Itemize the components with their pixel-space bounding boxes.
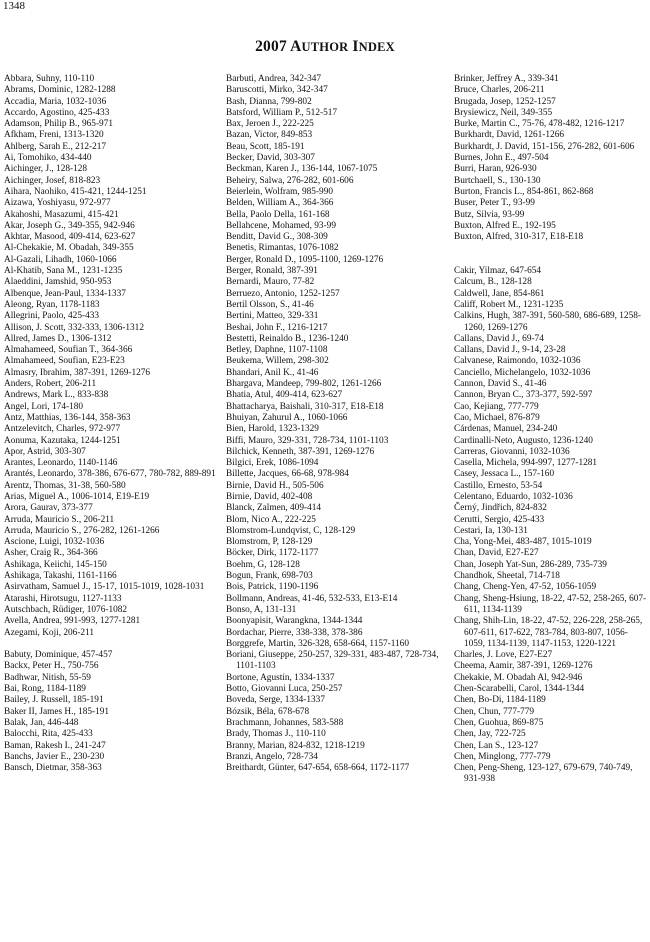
index-entry: Brachmann, Johannes, 583-588 (226, 717, 344, 728)
index-entry: Afkham, Freni, 1313-1320 (4, 130, 104, 141)
title-smallcaps-2: NDEX (358, 40, 395, 54)
index-entry: Accardo, Agostino, 425-433 (4, 107, 110, 118)
index-entry: Antzelevitch, Charles, 972-977 (4, 424, 121, 435)
index-entry: Ashikaga, Takashi, 1161-1166 (4, 571, 117, 582)
index-entry: Asirvatham, Samuel J., 15-17, 1015-1019, 1028-1031 (4, 582, 205, 593)
index-entry: Backx, Peter H., 750-756 (4, 661, 99, 672)
index-entry: Bilgici, Erek, 1086-1094 (226, 458, 319, 469)
index-entry: Anders, Robert, 206-211 (4, 379, 97, 390)
index-entry: Buxton, Alfred, 310-317, E18-E18 (454, 232, 584, 243)
index-entry: Chen, Jay, 722-725 (454, 729, 526, 740)
index-entry: Al-Chekakie, M. Obadah, 349-355 (4, 243, 134, 254)
letter-group-spacer (4, 639, 222, 650)
index-entry: Branzi, Angelo, 728-734 (226, 751, 318, 762)
index-entry: Bertini, Matteo, 329-331 (226, 311, 319, 322)
index-entry: Ai, Tomohiko, 434-440 (4, 153, 92, 164)
index-entry: Blom, Nico A., 222-225 (226, 514, 316, 525)
index-entry: Berger, Ronald, 387-391 (226, 266, 318, 277)
index-entry: Brugada, Josep, 1252-1257 (454, 96, 556, 107)
index-entry: Asher, Craig R., 364-366 (4, 548, 98, 559)
index-entry: Andrews, Mark L., 833-838 (4, 390, 109, 401)
index-entry: Burtchaell, S., 130-130 (454, 175, 541, 186)
index-entry: Calvanese, Raimondo, 1032-1036 (454, 356, 581, 367)
index-entry: Castillo, Ernesto, 53-54 (454, 480, 543, 491)
index-entry: Baman, Rakesh I., 241-247 (4, 740, 106, 751)
index-entry: Adamson, Philip B., 965-971 (4, 119, 113, 130)
index-entry: Cao, Kejiang, 777-779 (454, 401, 539, 412)
index-entry: Boonyapisit, Warangkna, 1344-1344 (226, 616, 363, 627)
index-entry: Batsford, William P., 512-517 (226, 107, 338, 118)
index-entry: Avella, Andrea, 991-993, 1277-1281 (4, 616, 141, 627)
index-entry: Ashikaga, Keiichi, 145-150 (4, 559, 107, 570)
index-entry: Ascione, Luigi, 1032-1036 (4, 537, 105, 548)
index-entry: Balocchi, Rita, 425-433 (4, 729, 93, 740)
index-entry: Brysiewicz, Neil, 349-355 (454, 107, 553, 118)
index-entry: Apor, Astrid, 303-307 (4, 446, 86, 457)
index-entry: Buxton, Alfred E., 192-195 (454, 220, 556, 231)
index-entry: Burke, Martin C., 75-76, 478-482, 1216-1217 (454, 119, 625, 130)
index-entry: Callans, David J., 9-14, 23-28 (454, 345, 566, 356)
index-entry: Bózsik, Béla, 678-678 (226, 706, 310, 717)
index-entry: Balak, Jan, 446-448 (4, 717, 79, 728)
index-entry: Cestari, Ia, 130-131 (454, 525, 528, 536)
index-column-1 (4, 74, 222, 774)
index-entry: Bhandari, Anil K., 41-46 (226, 367, 319, 378)
index-entry: Bogun, Frank, 698-703 (226, 571, 313, 582)
page-title (0, 38, 650, 56)
index-entry: Cannon, Bryan C., 373-377, 592-597 (454, 390, 593, 401)
index-entry: Beheiry, Salwa, 276-282, 601-606 (226, 175, 354, 186)
index-entry: Cao, Michael, 876-879 (454, 412, 540, 423)
index-entry: Berger, Ronald D., 1095-1100, 1269-1276 (226, 254, 384, 265)
index-entry: Bai, Rong, 1184-1189 (4, 684, 86, 695)
index-entry: Ahlberg, Sarah E., 212-217 (4, 141, 107, 152)
index-entry: Baruscotti, Mirko, 342-347 (226, 85, 328, 96)
index-entry: Aichinger, J., 128-128 (4, 164, 88, 175)
index-entry: Bella, Paolo Della, 161-168 (226, 209, 330, 220)
index-entry: Al-Khatib, Sana M., 1231-1235 (4, 266, 123, 277)
index-entry: Beau, Scott, 185-191 (226, 141, 305, 152)
index-entry: Bilchick, Kenneth, 387-391, 1269-1276 (226, 446, 375, 457)
index-entry: Bernardi, Mauro, 77-82 (226, 277, 315, 288)
index-entry: Becker, David, 303-307 (226, 153, 315, 164)
index-entry: Billette, Jacques, 66-68, 978-984 (226, 469, 349, 480)
index-entry: Beukema, Willem, 298-302 (226, 356, 329, 367)
index-entry: Birnie, David H., 505-506 (226, 480, 324, 491)
index-entry: Arias, Miguel A., 1006-1014, E19-E19 (4, 491, 150, 502)
index-entry: Butz, Silvia, 93-99 (454, 209, 525, 220)
index-entry: Celentano, Eduardo, 1032-1036 (454, 491, 573, 502)
index-entry: Chen, Bo-Di, 1184-1189 (454, 695, 546, 706)
index-entry: Caldwell, Jane, 854-861 (454, 288, 545, 299)
index-entry: Beierlein, Wolfram, 985-990 (226, 186, 334, 197)
index-entry: Banchs, Javier E., 230-230 (4, 751, 105, 762)
index-entry: Aleong, Ryan, 1178-1183 (4, 299, 100, 310)
index-entry: Almasry, Ibrahim, 387-391, 1269-1276 (4, 367, 151, 378)
index-entry: Bonso, A, 131-131 (226, 604, 297, 615)
index-entry: Carreras, Giovanni, 1032-1036 (454, 446, 570, 457)
index-entry: Branny, Marian, 824-832, 1218-1219 (226, 740, 365, 751)
index-entry: Blomstrom-Lundqvist, C, 128-129 (226, 525, 356, 536)
index-entry: Angel, Lori, 174-180 (4, 401, 84, 412)
index-entry: Arruda, Mauricio S., 276-282, 1261-1266 (4, 525, 160, 536)
index-entry: Autschbach, Rüdiger, 1076-1082 (4, 604, 128, 615)
index-entry: Beckman, Karen J., 136-144, 1067-1075 (226, 164, 378, 175)
index-entry: Aonuma, Kazutaka, 1244-1251 (4, 435, 121, 446)
index-entry: Burton, Francis L., 854-861, 862-868 (454, 186, 594, 197)
index-entry: Buser, Peter T., 93-99 (454, 198, 535, 209)
index-entry: Chan, David, E27-E27 (454, 548, 539, 559)
index-entry: Califf, Robert M., 1231-1235 (454, 299, 564, 310)
index-entry: Chen, Minglong, 777-779 (454, 751, 551, 762)
index-entry: Borggrefe, Martin, 326-328, 658-664, 1157-1160 (226, 638, 409, 649)
index-entry: Brinker, Jeffrey A., 339-341 (454, 74, 559, 84)
title-smallcaps: UTHOR (301, 40, 349, 54)
index-entry: Bailey, J. Russell, 185-191 (4, 695, 104, 706)
index-entry: Al-Gazali, Lihadh, 1060-1066 (4, 254, 117, 265)
index-entry: Aizawa, Yoshiyasu, 972-977 (4, 198, 111, 209)
index-entry: Bax, Jeroen J., 222-225 (226, 119, 314, 130)
index-entry: Berruezo, Antonio, 1252-1257 (226, 288, 340, 299)
index-entry: Babuty, Dominique, 457-457 (4, 650, 113, 661)
index-entry: Casella, Michela, 994-997, 1277-1281 (454, 458, 598, 469)
index-entry: Canciello, Michelangelo, 1032-1036 (454, 367, 591, 378)
index-entry: Boriani, Giuseppe, 250-257, 329-331, 483-487, 728-734, 1101-1103 (226, 650, 439, 672)
index-entry: Chen, Guohua, 869-875 (454, 717, 544, 728)
index-entry: Bestetti, Reinaldo B., 1236-1240 (226, 333, 349, 344)
index-entry: Bertil Olsson, S., 41-46 (226, 299, 314, 310)
index-entry: Chen, Chun, 777-779 (454, 706, 535, 717)
index-entry: Chang, Cheng-Yen, 47-52, 1056-1059 (454, 582, 597, 593)
index-entry: Burkhardt, J. David, 151-156, 276-282, 601-606 (454, 141, 635, 152)
index-entry: Benditt, David G., 308-309 (226, 232, 328, 243)
index-entry: Bortone, Agustín, 1334-1337 (226, 672, 335, 683)
index-entry: Chen, Lan S., 123-127 (454, 740, 539, 751)
index-column-3 (454, 74, 648, 786)
index-entry: Atarashi, Hirotsugu, 1127-1133 (4, 593, 122, 604)
index-column-2 (226, 74, 444, 774)
index-entry: Akahoshi, Masazumi, 415-421 (4, 209, 119, 220)
index-entry: Bansch, Dietmar, 358-363 (4, 763, 102, 774)
index-entry: Akhtar, Masood, 409-414, 623-627 (4, 232, 136, 243)
index-entry: Albenque, Jean-Paul, 1334-1337 (4, 288, 126, 299)
index-entry: Burnes, John E., 497-504 (454, 153, 549, 164)
index-entry: Antz, Matthias, 136-144, 358-363 (4, 412, 131, 423)
index-entry: Chandhok, Sheetal, 714-718 (454, 571, 560, 582)
index-entry: Calcum, B., 128-128 (454, 277, 532, 288)
index-entry: Beshai, John F., 1216-1217 (226, 322, 328, 333)
index-entry: Badhwar, Nitish, 55-59 (4, 672, 91, 683)
index-entry: Bellahcene, Mohamed, 93-99 (226, 220, 336, 231)
index-entry: Bruce, Charles, 206-211 (454, 85, 545, 96)
index-entry: Bollmann, Andreas, 41-46, 532-533, E13-E14 (226, 593, 398, 604)
index-entry: Breithardt, Günter, 647-654, 658-664, 1172-1177 (226, 763, 410, 774)
title-prefix: 2007 A (255, 38, 302, 55)
index-entry: Bash, Dianna, 799-802 (226, 96, 312, 107)
index-entry: Barbuti, Andrea, 342-347 (226, 74, 322, 84)
index-entry: Abbara, Suhny, 110-110 (4, 74, 95, 84)
index-entry: Cannon, David S., 41-46 (454, 379, 547, 390)
index-entry: Cárdenas, Manuel, 234-240 (454, 424, 558, 435)
index-entry: Chekakie, M. Obadah Al, 942-946 (454, 672, 583, 683)
index-entry: Almahameed, Soufian, E23-E23 (4, 356, 125, 367)
index-entry: Cardinalli-Neto, Augusto, 1236-1240 (454, 435, 593, 446)
index-entry: Chang, Sheng-Hsiung, 18-22, 47-52, 258-265, 607-611, 1134-1139 (454, 593, 647, 615)
index-entry: Arruda, Mauricio S., 206-211 (4, 514, 115, 525)
index-entry: Baker II, James H., 185-191 (4, 706, 110, 717)
index-entry: Allegrini, Paolo, 425-433 (4, 311, 100, 322)
index-entry: Biffi, Mauro, 329-331, 728-734, 1101-1103 (226, 435, 389, 446)
index-entry: Böcker, Dirk, 1172-1177 (226, 548, 319, 559)
index-entry: Alaeddini, Jamshid, 950-953 (4, 277, 112, 288)
index-entry: Bhargava, Mandeep, 799-802, 1261-1266 (226, 379, 382, 390)
index-entry: Calkins, Hugh, 387-391, 560-580, 686-689, 1258-1260, 1269-1276 (454, 311, 641, 333)
index-entry: Benetis, Rimantas, 1076-1082 (226, 243, 339, 254)
index-entry: Allred, James D., 1306-1312 (4, 333, 112, 344)
index-entry: Boveda, Serge, 1334-1337 (226, 695, 325, 706)
page-number: 1348 (3, 0, 25, 12)
index-entry: Birnie, David, 402-408 (226, 491, 313, 502)
index-entry: Betley, Daphne, 1107-1108 (226, 345, 328, 356)
index-entry: Chen-Scarabelli, Carol, 1344-1344 (454, 684, 585, 695)
index-entry: Bien, Harold, 1323-1329 (226, 424, 319, 435)
index-entry: Blomstrom, P, 128-129 (226, 537, 313, 548)
index-entry: Belden, William A., 364-366 (226, 198, 334, 209)
index-entry: Accadia, Maria, 1032-1036 (4, 96, 107, 107)
index-entry: Boehm, G, 128-128 (226, 559, 300, 570)
index-entry: Cakir, Yilmaz, 647-654 (454, 266, 542, 277)
index-entry: Burri, Haran, 926-930 (454, 164, 537, 175)
index-entry: Aichinger, Josef, 818-823 (4, 175, 101, 186)
index-entry: Almahameed, Soufian T., 364-366 (4, 345, 133, 356)
index-entry: Bhuiyan, Zahurul A., 1060-1066 (226, 412, 348, 423)
index-entry: Casey, Jessaca L., 157-160 (454, 469, 555, 480)
index-entry: Chang, Shih-Lin, 18-22, 47-52, 226-228, 258-265, 607-611, 617-622, 783-784, 803-807, 1056-1059, 1134-1139, 1147-1153, 1220-1221 (454, 616, 643, 649)
index-entry: Allison, J. Scott, 332-333, 1306-1312 (4, 322, 144, 333)
index-entry: Cerutti, Sergio, 425-433 (454, 514, 545, 525)
index-entry: Callans, David J., 69-74 (454, 333, 544, 344)
index-entry: Charles, J. Love, E27-E27 (454, 650, 553, 661)
index-entry: Cha, Yong-Mei, 483-487, 1015-1019 (454, 537, 592, 548)
index-entry: Brady, Thomas J., 110-110 (226, 729, 326, 740)
index-entry: Arentz, Thomas, 31-38, 560-580 (4, 480, 126, 491)
index-entry: Cheema, Aamir, 387-391, 1269-1276 (454, 661, 593, 672)
index-entry: Botto, Giovanni Luca, 250-257 (226, 684, 343, 695)
index-entry: Chen, Peng-Sheng, 123-127, 679-679, 740-749, 931-938 (454, 763, 633, 785)
index-entry: Bordachar, Pierre, 338-338, 378-386 (226, 627, 363, 638)
letter-group-spacer (454, 243, 648, 266)
index-entry: Arantés, Leonardo, 378-386, 676-677, 780-782, 889-891 (4, 469, 216, 480)
index-entry: Bhattacharya, Baishali, 310-317, E18-E18 (226, 401, 384, 412)
index-entry: Burkhardt, David, 1261-1266 (454, 130, 564, 141)
index-entry: Abrams, Dominic, 1282-1288 (4, 85, 116, 96)
index-entry: Azegami, Koji, 206-211 (4, 627, 95, 638)
index-entry: Černý, Jindřich, 824-832 (454, 503, 547, 514)
title-mid: I (348, 38, 359, 55)
index-entry: Arantes, Leonardo, 1140-1146 (4, 458, 118, 469)
index-entry: Bazan, Victor, 849-853 (226, 130, 313, 141)
index-entry: Aihara, Naohiko, 415-421, 1244-1251 (4, 186, 147, 197)
index-entry: Chan, Joseph Yat-Sun, 286-289, 735-739 (454, 559, 607, 570)
index-entry: Bois, Patrick, 1190-1196 (226, 582, 319, 593)
index-entry: Blanck, Zalmen, 409-414 (226, 503, 322, 514)
index-entry: Akar, Joseph G., 349-355, 942-946 (4, 220, 135, 231)
index-entry: Arora, Gaurav, 373-377 (4, 503, 93, 514)
index-entry: Bhatia, Atul, 409-414, 623-627 (226, 390, 343, 401)
